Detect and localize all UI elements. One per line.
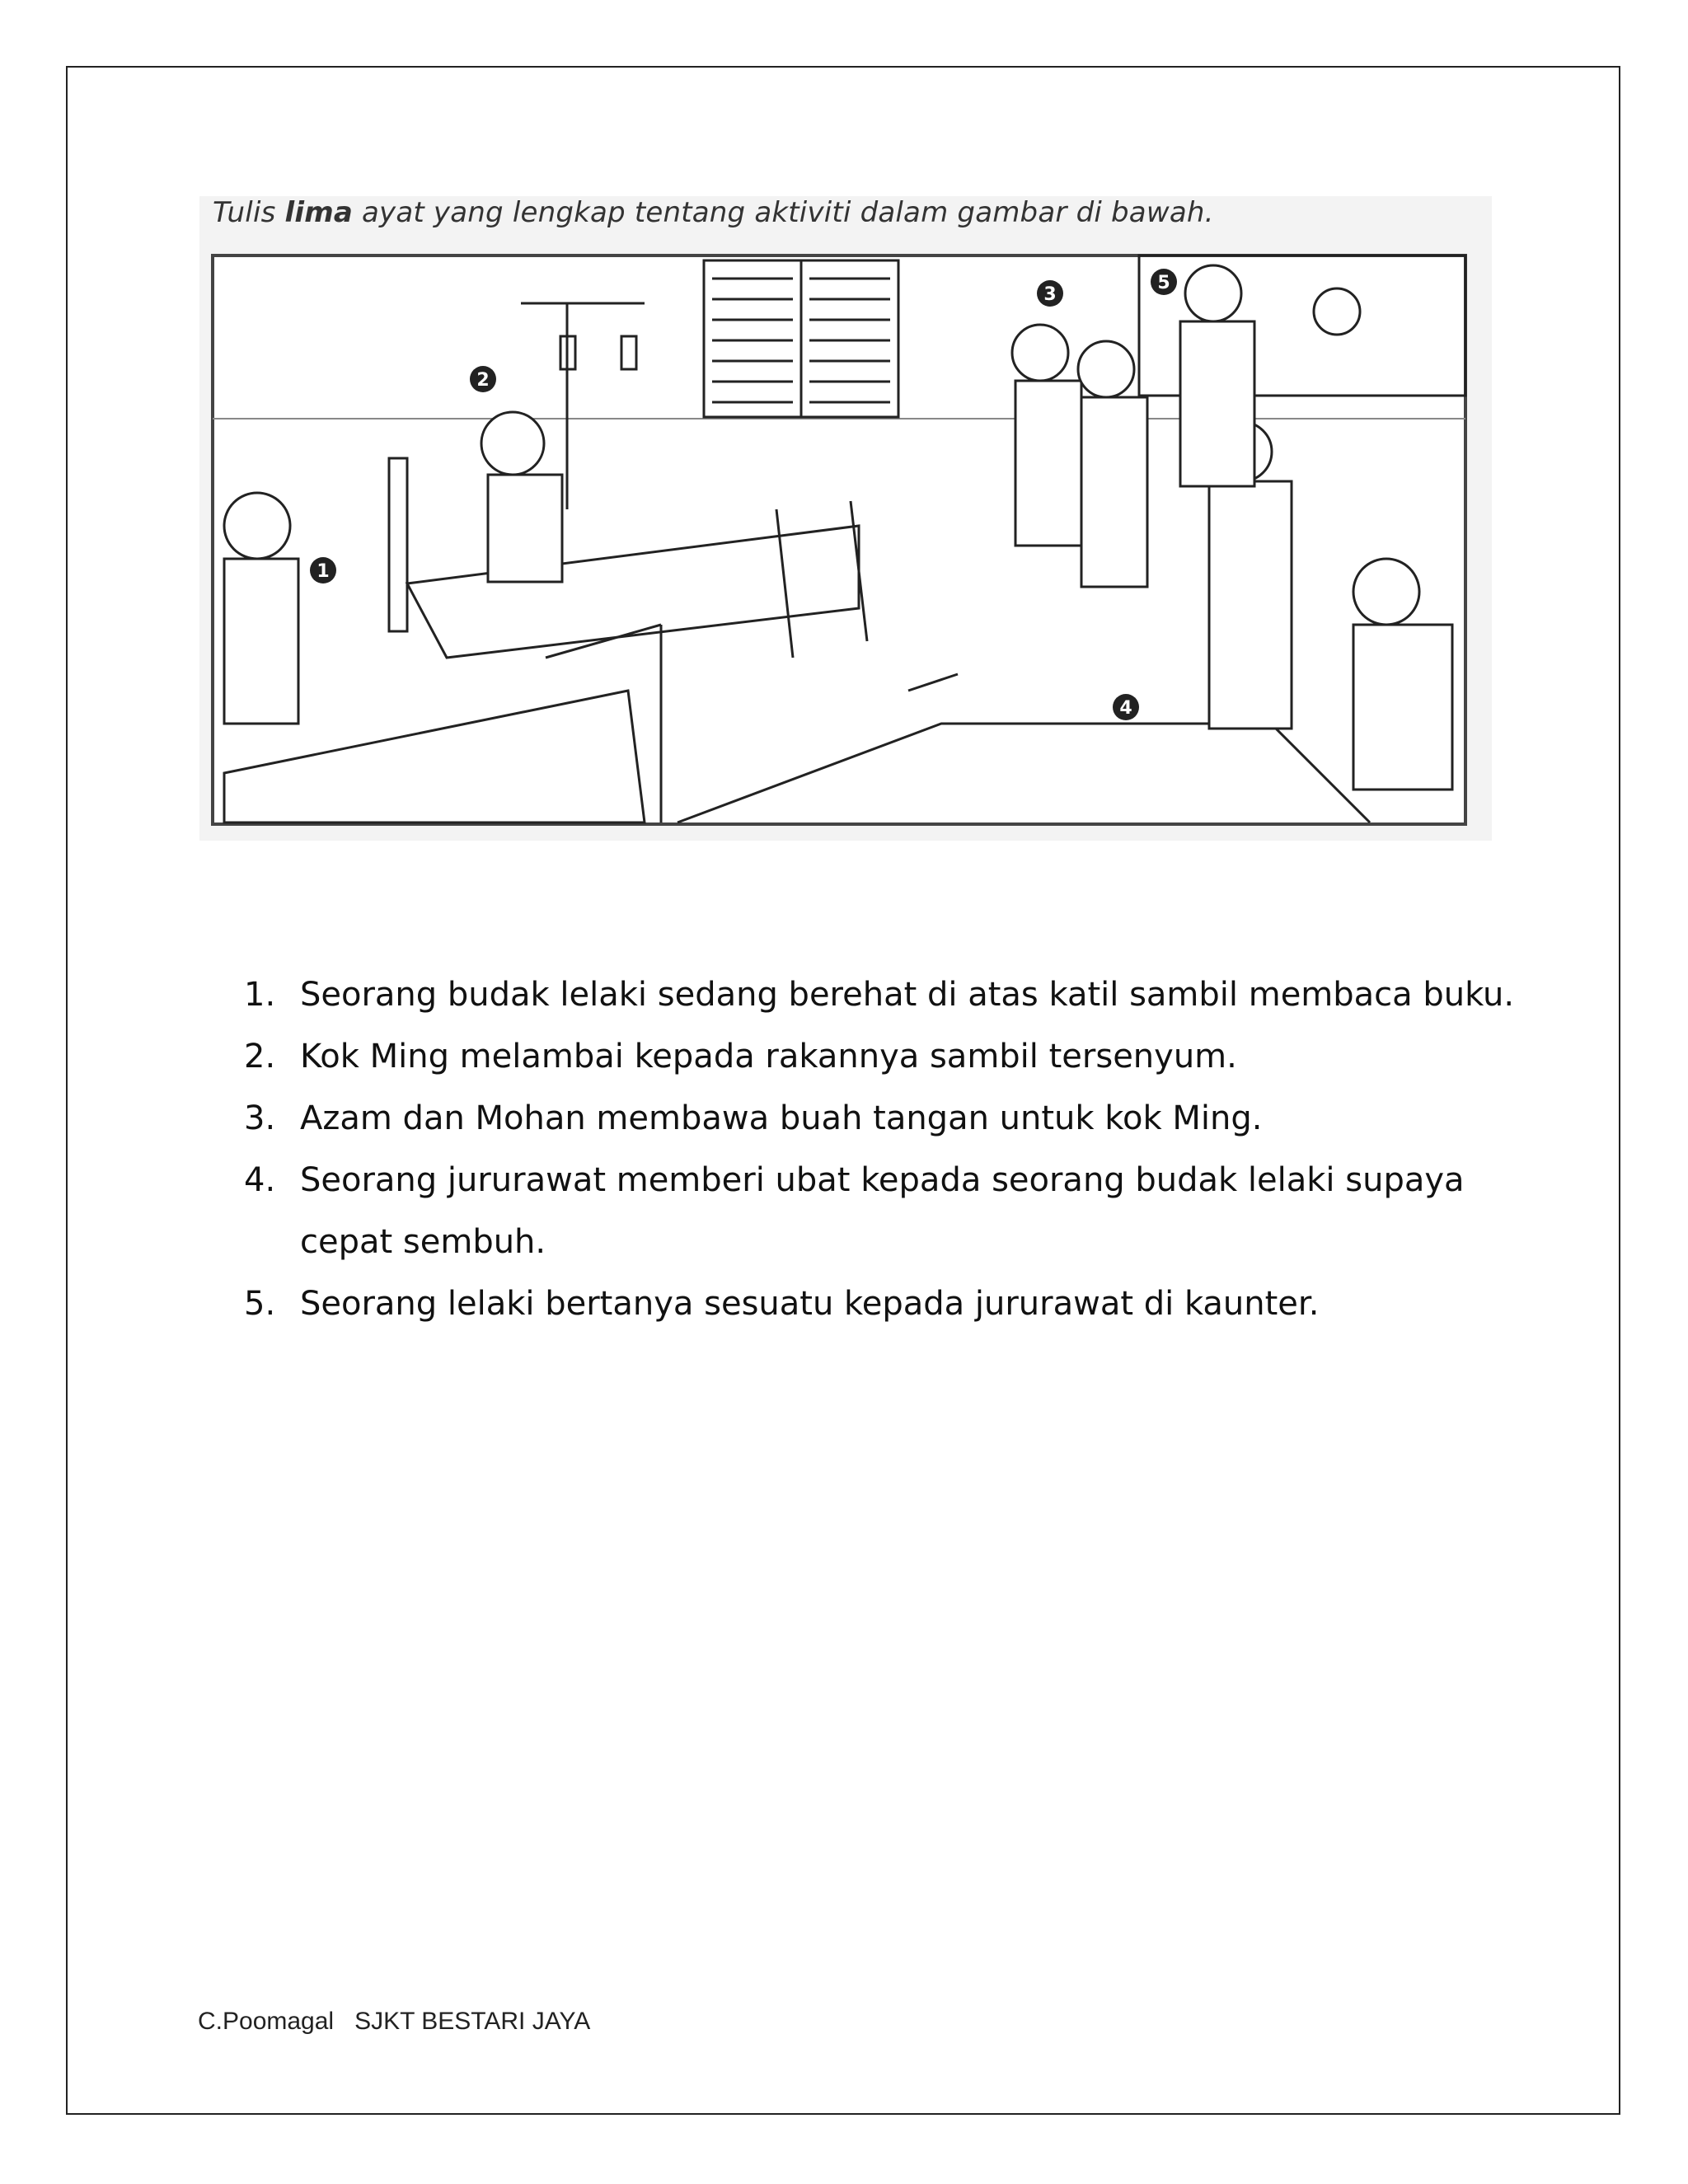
instruction-suffix: ayat yang lengkap tentang aktiviti dalam gambar di bawah. <box>353 196 1214 229</box>
answer-text: Kok Ming melambai kepada rakannya sambil tersenyum. <box>300 1038 1237 1076</box>
answer-number: 1. <box>244 976 276 1014</box>
answer-number: 3. <box>244 1099 276 1137</box>
answer-text: Azam dan Mohan membawa buah tangan untuk kok Ming. <box>300 1099 1263 1137</box>
instruction-text <box>213 196 1214 229</box>
answer-text: Seorang lelaki bertanya sesuatu kepada jururawat di kaunter. <box>300 1285 1320 1323</box>
footer-author: C.Poomagal <box>198 2008 335 2035</box>
answer-item <box>244 1026 1530 1088</box>
marker-5: 5 <box>1157 273 1170 293</box>
hospital-ward-illustration <box>199 196 1492 841</box>
instruction-emphasis: lima <box>284 196 353 229</box>
footer <box>198 2008 590 2036</box>
marker-1: 1 <box>316 561 330 582</box>
answer-item <box>244 1088 1530 1150</box>
answer-text: Seorang budak lelaki sedang berehat di atas katil sambil membaca buku. <box>300 976 1515 1014</box>
footer-school: SJKT BESTARI JAYA <box>354 2008 591 2035</box>
answer-number: 5. <box>244 1285 276 1323</box>
instruction-prefix: Tulis <box>213 196 285 229</box>
answer-item <box>244 1150 1530 1273</box>
marker-4: 4 <box>1119 698 1132 719</box>
answer-text: Seorang jururawat memberi ubat kepada seorang budak lelaki supaya cepat sembuh. <box>300 1161 1465 1261</box>
answer-number: 2. <box>244 1038 276 1076</box>
marker-2: 2 <box>476 370 490 391</box>
answer-item <box>244 1273 1530 1335</box>
answer-item <box>244 964 1530 1026</box>
answer-list <box>244 964 1530 1335</box>
marker-3: 3 <box>1043 284 1057 305</box>
answer-number: 4. <box>244 1161 276 1199</box>
